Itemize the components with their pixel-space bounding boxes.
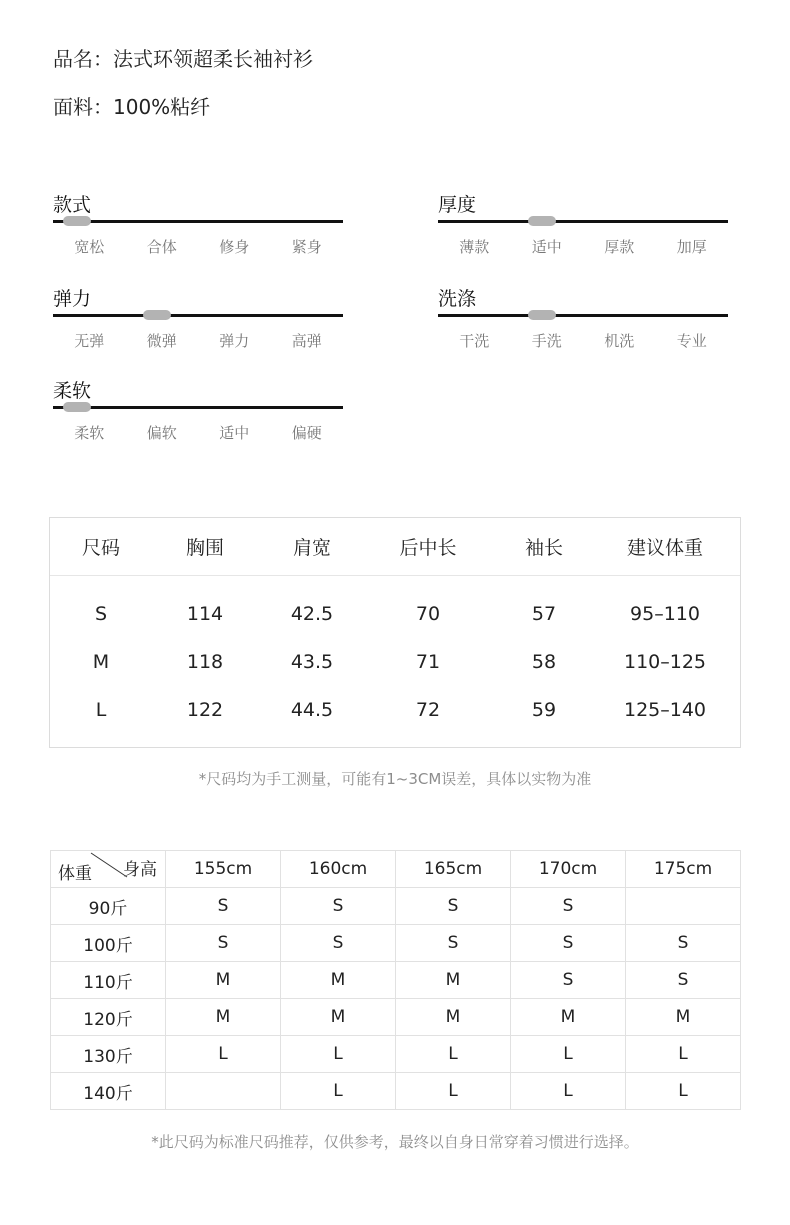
attr-option: 手洗 <box>531 332 562 350</box>
size-cell: M <box>396 962 511 999</box>
attr-option: 适中 <box>531 238 562 256</box>
table-row <box>51 888 741 925</box>
size-cell: L <box>626 1073 741 1110</box>
size-cell: L <box>281 1073 396 1110</box>
size-cell <box>626 888 741 925</box>
table-row <box>51 925 741 962</box>
table-row <box>51 962 741 999</box>
attr-option: 专业 <box>676 332 707 350</box>
table-cell: L <box>95 699 107 721</box>
size-cell: S <box>511 925 626 962</box>
table-cell: 43.5 <box>290 651 334 673</box>
attr-option: 机洗 <box>604 332 635 350</box>
attr-option: 偏硬 <box>291 424 322 442</box>
table-header-row <box>51 851 741 888</box>
size-cell: L <box>396 1036 511 1073</box>
header-cell: 肩宽 <box>292 537 331 559</box>
size-cell: S <box>511 962 626 999</box>
size-cell: M <box>166 999 281 1036</box>
size-cell: M <box>511 999 626 1036</box>
size-cell: S <box>281 925 396 962</box>
attr-softness <box>53 378 343 443</box>
header-cell: 后中长 <box>399 537 457 559</box>
size-cell: M <box>281 999 396 1036</box>
table-row <box>51 999 741 1036</box>
attr-option: 微弹 <box>146 332 177 350</box>
attr-option: 紧身 <box>291 238 322 256</box>
attr-option: 修身 <box>219 238 250 256</box>
attr-option: 弹力 <box>219 332 250 350</box>
size-cell <box>166 1073 281 1110</box>
size-cell: S <box>626 925 741 962</box>
table-cell: 118 <box>186 651 224 673</box>
table-cell: 58 <box>531 651 557 673</box>
attr-option: 偏软 <box>146 424 177 442</box>
size-recommendation-table <box>50 850 741 1110</box>
table-cell: 110–125 <box>623 651 707 673</box>
height-header: 165cm <box>396 851 511 888</box>
size-cell: S <box>166 888 281 925</box>
size-cell: S <box>396 925 511 962</box>
table-row <box>51 1073 741 1110</box>
attr-track <box>438 314 728 317</box>
weight-cell: 110斤 <box>51 962 166 999</box>
size-cell: L <box>511 1036 626 1073</box>
table-cell: 44.5 <box>290 699 334 721</box>
table-row <box>50 638 740 686</box>
attr-style <box>53 192 343 257</box>
attr-title: 柔软 <box>53 380 92 402</box>
table-row <box>51 1036 741 1073</box>
header-cell: 袖长 <box>524 537 563 559</box>
header-cell: 尺码 <box>81 537 120 559</box>
size-cell: S <box>281 888 396 925</box>
header-cell: 胸围 <box>185 537 224 559</box>
attr-title: 洗涤 <box>438 288 477 310</box>
corner-weight-label: 体重 <box>58 864 92 884</box>
table-cell: 114 <box>186 603 224 625</box>
size-cell: M <box>166 962 281 999</box>
attr-option: 薄款 <box>459 238 490 256</box>
attr-option: 适中 <box>219 424 250 442</box>
product-material: 面料：100%粘纤 <box>53 95 211 119</box>
attr-knob <box>63 216 91 226</box>
attr-option: 柔软 <box>74 424 105 442</box>
attr-track <box>53 220 343 223</box>
attr-knob <box>528 216 556 226</box>
weight-cell: 90斤 <box>51 888 166 925</box>
attr-title: 款式 <box>53 194 92 216</box>
table-cell: 59 <box>531 699 557 721</box>
size-chart-note: *尺码均为手工测量，可能有1~3CM误差，具体以实物为准 <box>198 770 592 788</box>
size-cell: S <box>626 962 741 999</box>
size-chart-header <box>50 518 740 576</box>
size-cell: S <box>396 888 511 925</box>
table-row <box>50 590 740 638</box>
attr-option: 宽松 <box>74 238 105 256</box>
attr-washing <box>438 286 728 351</box>
table-cell: 70 <box>415 603 441 625</box>
table-cell: M <box>92 651 110 673</box>
size-cell: L <box>396 1073 511 1110</box>
header-cell: 建议体重 <box>626 537 703 559</box>
size-cell: S <box>511 888 626 925</box>
attr-option: 高弹 <box>291 332 322 350</box>
attr-option: 厚款 <box>604 238 635 256</box>
size-cell: S <box>166 925 281 962</box>
recommendation-note: *此尺码为标准尺码推荐，仅供参考，最终以自身日常穿着习惯进行选择。 <box>151 1133 639 1151</box>
table-cell: 42.5 <box>290 603 334 625</box>
weight-cell: 100斤 <box>51 925 166 962</box>
product-name: 品名：法式环领超柔长袖衬衫 <box>53 47 313 71</box>
attr-title: 弹力 <box>53 288 92 310</box>
table-cell: 122 <box>186 699 224 721</box>
height-header: 155cm <box>166 851 281 888</box>
table-cell: 71 <box>415 651 441 673</box>
size-cell: M <box>626 999 741 1036</box>
weight-cell: 140斤 <box>51 1073 166 1110</box>
height-header: 170cm <box>511 851 626 888</box>
table-row <box>50 686 740 734</box>
attr-option: 无弹 <box>74 332 105 350</box>
size-cell: L <box>281 1036 396 1073</box>
table-cell: 57 <box>531 603 557 625</box>
table-cell: 95–110 <box>630 603 700 625</box>
table-cell: 72 <box>415 699 441 721</box>
size-chart-table <box>49 517 741 748</box>
size-cell: L <box>626 1036 741 1073</box>
attr-track <box>53 406 343 409</box>
size-cell: M <box>281 962 396 999</box>
attr-knob <box>63 402 91 412</box>
attr-knob <box>143 310 171 320</box>
attr-title: 厚度 <box>438 194 477 216</box>
weight-cell: 120斤 <box>51 999 166 1036</box>
table-cell: 125–140 <box>623 699 707 721</box>
size-cell: L <box>511 1073 626 1110</box>
corner-cell <box>51 851 166 888</box>
attr-option: 干洗 <box>459 332 490 350</box>
size-cell: L <box>166 1036 281 1073</box>
attr-option: 合体 <box>146 238 177 256</box>
size-cell: M <box>396 999 511 1036</box>
height-header: 175cm <box>626 851 741 888</box>
weight-cell: 130斤 <box>51 1036 166 1073</box>
height-header: 160cm <box>281 851 396 888</box>
corner-height-label: 身高 <box>123 860 157 880</box>
attr-elasticity <box>53 286 343 351</box>
attr-track <box>438 220 728 223</box>
attr-option: 加厚 <box>676 238 707 256</box>
attr-thickness <box>438 192 728 257</box>
attr-knob <box>528 310 556 320</box>
attr-track <box>53 314 343 317</box>
table-cell: S <box>94 603 108 625</box>
